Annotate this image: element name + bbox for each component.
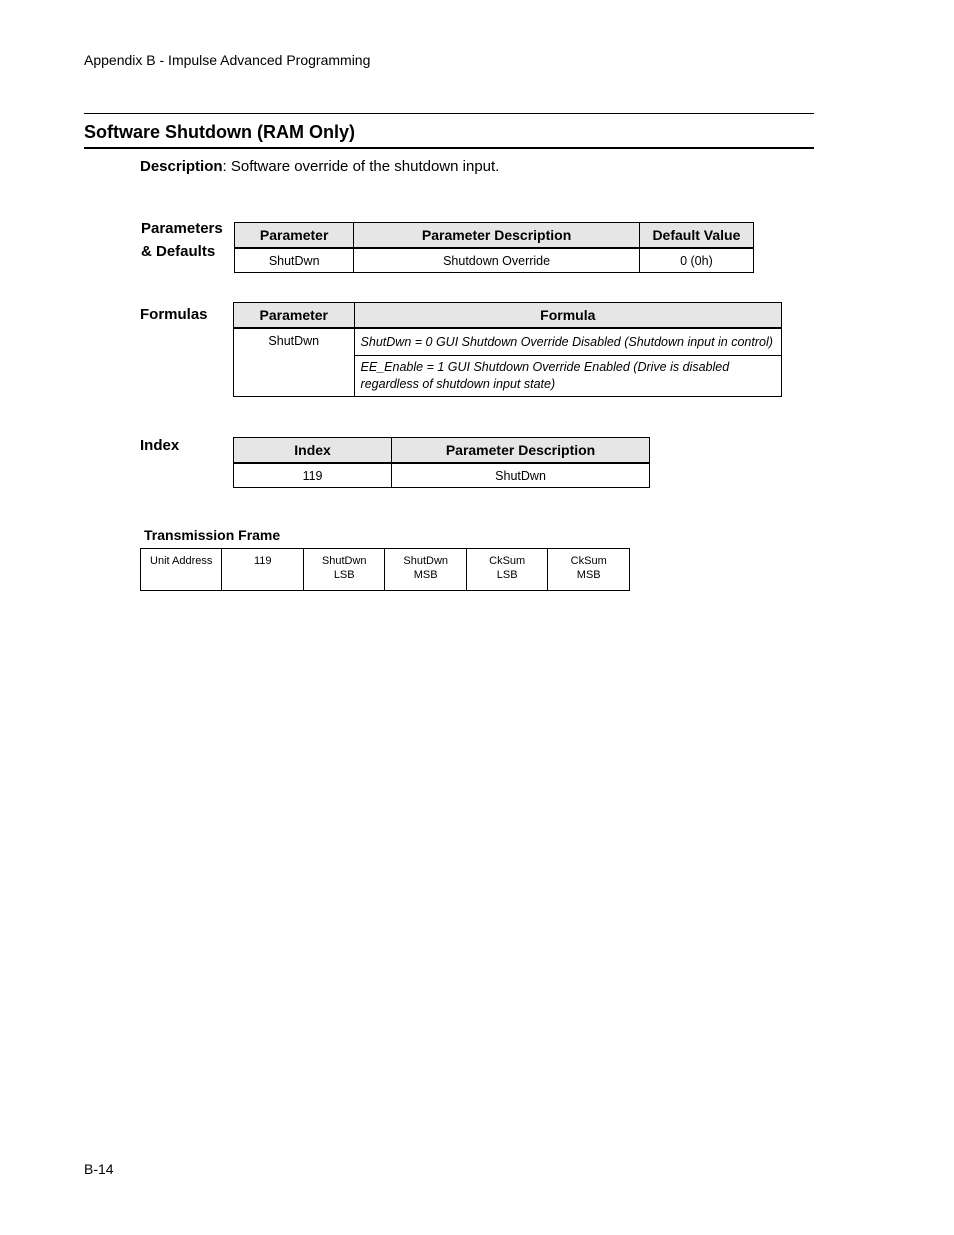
running-header: Appendix B - Impulse Advanced Programming (84, 52, 371, 68)
table-header-row (235, 223, 754, 249)
frame-cell-text: CkSum (570, 555, 607, 567)
frame-cell (385, 549, 466, 591)
frame-cell-text: ShutDwn (321, 555, 367, 567)
column-header: Parameter (234, 303, 355, 329)
frame-cell-text: 119 (253, 555, 272, 567)
formulas-label: Formulas (140, 306, 208, 323)
frame-cell-text: CkSum (489, 555, 526, 567)
table-cell: ShutDwn (234, 328, 355, 397)
frame-cell-text: LSB (333, 569, 355, 581)
frame-cell-text: MSB (413, 569, 438, 581)
table-row (234, 463, 650, 488)
page-number: B-14 (84, 1161, 114, 1177)
frame-cell (303, 549, 384, 591)
frame-cell-text: ShutDwn (403, 555, 449, 567)
parameters-label-line2: & Defaults (141, 243, 216, 260)
table-header-row (234, 438, 650, 464)
table-cell: ShutDwn (392, 463, 650, 488)
frame-cell-text: Unit Address (150, 555, 213, 567)
table-row (235, 248, 754, 273)
parameters-label-line1: Parameters (141, 220, 223, 237)
table-row (141, 549, 630, 591)
transmission-frame-table (140, 548, 630, 591)
frame-cell (222, 549, 303, 591)
column-header: Index (234, 438, 392, 464)
column-header: Parameter Description (354, 223, 639, 249)
column-header: Formula (354, 303, 781, 329)
table-header-row (234, 303, 782, 329)
title-rule (84, 147, 814, 149)
column-header: Parameter Description (392, 438, 650, 464)
table-cell: ShutDwn (235, 248, 354, 273)
frame-cell-text: MSB (576, 569, 601, 581)
formula-line: EE_Enable = 1 GUI Shutdown Override Enabled (Drive is disabled regardless of shutdown input state) (354, 356, 781, 397)
table-cell: 119 (234, 463, 392, 488)
description-label: Description (140, 158, 223, 175)
formulas-table (233, 302, 782, 397)
parameters-table (234, 222, 754, 273)
table-cell: Shutdown Override (354, 248, 639, 273)
column-header: Default Value (639, 223, 753, 249)
header-rule (84, 113, 814, 114)
column-header: Parameter (235, 223, 354, 249)
section-title: Software Shutdown (RAM Only) (84, 122, 355, 142)
frame-cell-text: LSB (496, 569, 518, 581)
frame-cell (141, 549, 222, 591)
index-label: Index (140, 437, 180, 454)
transmission-frame-title: Transmission Frame (144, 527, 281, 543)
parameters-label (141, 217, 223, 263)
frame-cell (548, 549, 630, 591)
description (140, 158, 499, 175)
table-row (234, 328, 782, 356)
frame-cell (466, 549, 547, 591)
description-text: : Software override of the shutdown input. (222, 158, 500, 175)
formula-line: ShutDwn = 0 GUI Shutdown Override Disabled (Shutdown input in control) (354, 328, 781, 356)
index-table (233, 437, 650, 488)
table-cell: 0 (0h) (639, 248, 753, 273)
